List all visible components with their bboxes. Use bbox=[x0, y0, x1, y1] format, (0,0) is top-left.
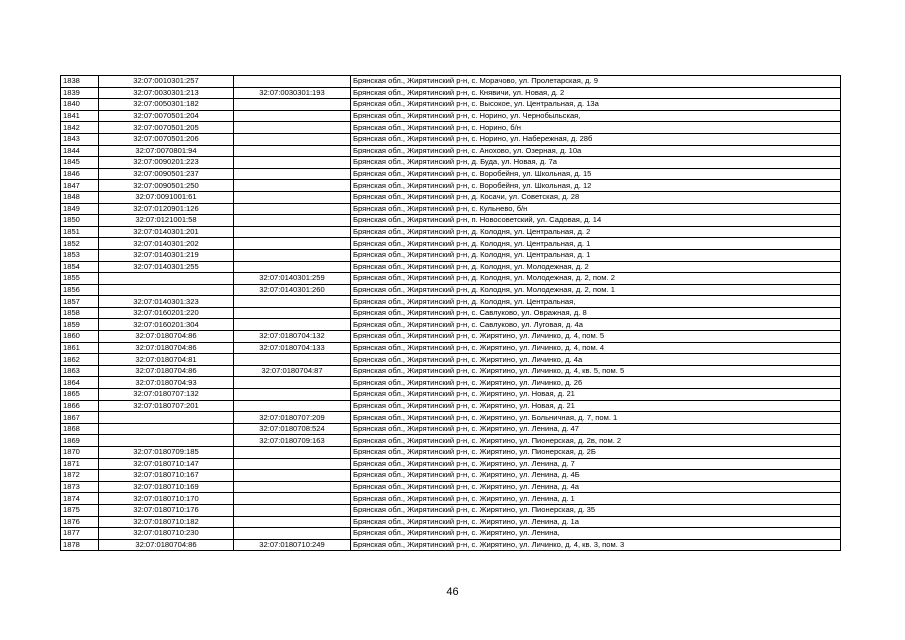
address-cell: Брянская обл., Жирятинский р-н, с. Жирятино, ул. Пионерская, д. 2Б bbox=[351, 447, 841, 459]
address-cell: Брянская обл., Жирятинский р-н, с. Жирятино, ул. Личинко, д. 4, пом. 5 bbox=[351, 331, 841, 343]
cadastral-number-cell: 32:07:0180710:170 bbox=[99, 493, 234, 505]
table-row bbox=[61, 516, 841, 528]
table-row bbox=[61, 238, 841, 250]
row-number-cell: 1862 bbox=[61, 354, 99, 366]
row-number-cell: 1860 bbox=[61, 331, 99, 343]
cadastral-number-cell: 32:07:0140301:255 bbox=[99, 261, 234, 273]
table-row bbox=[61, 215, 841, 227]
cadastral-number-cell bbox=[99, 435, 234, 447]
table-row bbox=[61, 539, 841, 551]
row-number-cell: 1857 bbox=[61, 296, 99, 308]
address-cell: Брянская обл., Жирятинский р-н, с. Высокое, ул. Центральная, д. 13а bbox=[351, 99, 841, 111]
table-row bbox=[61, 481, 841, 493]
parent-cadastral-number-cell bbox=[234, 133, 351, 145]
table-row bbox=[61, 122, 841, 134]
row-number-cell: 1850 bbox=[61, 215, 99, 227]
row-number-cell: 1845 bbox=[61, 157, 99, 169]
cadastral-number-cell: 32:07:0140301:219 bbox=[99, 249, 234, 261]
cadastral-number-cell: 32:07:0070501:206 bbox=[99, 133, 234, 145]
row-number-cell: 1842 bbox=[61, 122, 99, 134]
table-row bbox=[61, 191, 841, 203]
address-cell: Брянская обл., Жирятинский р-н, с. Жирятино, ул. Личинко, д. 4, кв. 3, пом. 3 bbox=[351, 539, 841, 551]
row-number-cell: 1851 bbox=[61, 226, 99, 238]
row-number-cell: 1872 bbox=[61, 470, 99, 482]
row-number-cell: 1865 bbox=[61, 389, 99, 401]
table-row bbox=[61, 180, 841, 192]
row-number-cell: 1867 bbox=[61, 412, 99, 424]
address-cell: Брянская обл., Жирятинский р-н, с. Воробейня, ул. Школьная, д. 15 bbox=[351, 168, 841, 180]
address-cell: Брянская обл., Жирятинский р-н, с. Жирятино, ул. Личинко, д. 26 bbox=[351, 377, 841, 389]
row-number-cell: 1877 bbox=[61, 528, 99, 540]
cadastral-number-cell: 32:07:0140301:323 bbox=[99, 296, 234, 308]
table-row bbox=[61, 249, 841, 261]
address-cell: Брянская обл., Жирятинский р-н, д. Колодня, ул. Центральная, д. 2 bbox=[351, 226, 841, 238]
table-row bbox=[61, 145, 841, 157]
row-number-cell: 1838 bbox=[61, 76, 99, 88]
row-number-cell: 1853 bbox=[61, 249, 99, 261]
table-row bbox=[61, 458, 841, 470]
table-row bbox=[61, 168, 841, 180]
row-number-cell: 1875 bbox=[61, 504, 99, 516]
cadastral-number-cell: 32:07:0180707:201 bbox=[99, 400, 234, 412]
parent-cadastral-number-cell bbox=[234, 168, 351, 180]
address-cell: Брянская обл., Жирятинский р-н, п. Новосоветский, ул. Садовая, д. 14 bbox=[351, 215, 841, 227]
cadastral-number-cell: 32:07:0030301:213 bbox=[99, 87, 234, 99]
parent-cadastral-number-cell bbox=[234, 400, 351, 412]
address-cell: Брянская обл., Жирятинский р-н, д. Косачи, ул. Советская, д. 28 bbox=[351, 191, 841, 203]
row-number-cell: 1863 bbox=[61, 365, 99, 377]
parent-cadastral-number-cell bbox=[234, 528, 351, 540]
row-number-cell: 1869 bbox=[61, 435, 99, 447]
parent-cadastral-number-cell bbox=[234, 99, 351, 111]
address-cell: Брянская обл., Жирятинский р-н, д. Колодня, ул. Молодежная, д. 2, пом. 1 bbox=[351, 284, 841, 296]
row-number-cell: 1854 bbox=[61, 261, 99, 273]
address-cell: Брянская обл., Жирятинский р-н, д. Колодня, ул. Центральная, д. 1 bbox=[351, 238, 841, 250]
table-row bbox=[61, 354, 841, 366]
parent-cadastral-number-cell bbox=[234, 307, 351, 319]
table-row bbox=[61, 203, 841, 215]
parent-cadastral-number-cell: 32:07:0140301:259 bbox=[234, 273, 351, 285]
address-cell: Брянская обл., Жирятинский р-н, с. Жирятино, ул. Больничная, д. 7, пом. 1 bbox=[351, 412, 841, 424]
address-cell: Брянская обл., Жирятинский р-н, с. Жирятино, ул. Ленина, д. 4Б bbox=[351, 470, 841, 482]
address-cell: Брянская обл., Жирятинский р-н, с. Жирятино, ул. Ленина, д. 4а bbox=[351, 481, 841, 493]
row-number-cell: 1844 bbox=[61, 145, 99, 157]
parent-cadastral-number-cell bbox=[234, 203, 351, 215]
parent-cadastral-number-cell bbox=[234, 481, 351, 493]
address-cell: Брянская обл., Жирятинский р-н, с. Морачово, ул. Пролетарская, д. 9 bbox=[351, 76, 841, 88]
parent-cadastral-number-cell: 32:07:0180704:87 bbox=[234, 365, 351, 377]
address-cell: Брянская обл., Жирятинский р-н, с. Жирятино, ул. Личинко, д. 4а bbox=[351, 354, 841, 366]
address-cell: Брянская обл., Жирятинский р-н, с. Анохово, ул. Озерная, д. 10а bbox=[351, 145, 841, 157]
row-number-cell: 1855 bbox=[61, 273, 99, 285]
cadastral-number-cell: 32:07:0010301:257 bbox=[99, 76, 234, 88]
parent-cadastral-number-cell bbox=[234, 389, 351, 401]
row-number-cell: 1846 bbox=[61, 168, 99, 180]
row-number-cell: 1847 bbox=[61, 180, 99, 192]
row-number-cell: 1866 bbox=[61, 400, 99, 412]
table-row bbox=[61, 307, 841, 319]
table-row bbox=[61, 133, 841, 145]
table-row bbox=[61, 423, 841, 435]
table-row bbox=[61, 226, 841, 238]
parent-cadastral-number-cell bbox=[234, 215, 351, 227]
parent-cadastral-number-cell bbox=[234, 354, 351, 366]
cadastral-number-cell bbox=[99, 423, 234, 435]
address-cell: Брянская обл., Жирятинский р-н, с. Жирятино, ул. Ленина, д. 1а bbox=[351, 516, 841, 528]
address-cell: Брянская обл., Жирятинский р-н, д. Колодня, ул. Центральная, д. 1 bbox=[351, 249, 841, 261]
address-cell: Брянская обл., Жирятинский р-н, с. Жирятино, ул. Пионерская, д. 35 bbox=[351, 504, 841, 516]
cadastral-number-cell: 32:07:0140301:202 bbox=[99, 238, 234, 250]
table-row bbox=[61, 261, 841, 273]
cadastral-number-cell: 32:07:0180710:230 bbox=[99, 528, 234, 540]
parent-cadastral-number-cell bbox=[234, 180, 351, 192]
address-cell: Брянская обл., Жирятинский р-н, с. Савлуково, ул. Овражная, д. 8 bbox=[351, 307, 841, 319]
cadastral-number-cell: 32:07:0070501:204 bbox=[99, 110, 234, 122]
table-row bbox=[61, 470, 841, 482]
row-number-cell: 1849 bbox=[61, 203, 99, 215]
address-cell: Брянская обл., Жирятинский р-н, д. Буда, ул. Новая, д. 7а bbox=[351, 157, 841, 169]
cadastral-number-cell bbox=[99, 284, 234, 296]
row-number-cell: 1873 bbox=[61, 481, 99, 493]
parent-cadastral-number-cell bbox=[234, 261, 351, 273]
parent-cadastral-number-cell: 32:07:0180704:132 bbox=[234, 331, 351, 343]
address-cell: Брянская обл., Жирятинский р-н, с. Жирятино, ул. Ленина, bbox=[351, 528, 841, 540]
parent-cadastral-number-cell: 32:07:0180704:133 bbox=[234, 342, 351, 354]
address-cell: Брянская обл., Жирятинский р-н, д. Колодня, ул. Молодежная, д. 2, пом. 2 bbox=[351, 273, 841, 285]
table-row bbox=[61, 400, 841, 412]
address-cell: Брянская обл., Жирятинский р-н, с. Жирятино, ул. Новая, д. 21 bbox=[351, 389, 841, 401]
parent-cadastral-number-cell: 32:07:0180709:163 bbox=[234, 435, 351, 447]
address-cell: Брянская обл., Жирятинский р-н, с. Жирятино, ул. Ленина, д. 1 bbox=[351, 493, 841, 505]
address-cell: Брянская обл., Жирятинский р-н, д. Колодня, ул. Центральная, bbox=[351, 296, 841, 308]
row-number-cell: 1878 bbox=[61, 539, 99, 551]
row-number-cell: 1859 bbox=[61, 319, 99, 331]
table-row bbox=[61, 87, 841, 99]
cadastral-number-cell: 32:07:0180707:132 bbox=[99, 389, 234, 401]
address-cell: Брянская обл., Жирятинский р-н, с. Жирятино, ул. Пионерская, д. 2в, пом. 2 bbox=[351, 435, 841, 447]
cadastral-number-cell: 32:07:0160201:304 bbox=[99, 319, 234, 331]
parent-cadastral-number-cell: 32:07:0180710:249 bbox=[234, 539, 351, 551]
row-number-cell: 1852 bbox=[61, 238, 99, 250]
table-row bbox=[61, 284, 841, 296]
cadastral-number-cell: 32:07:0180704:86 bbox=[99, 342, 234, 354]
parent-cadastral-number-cell bbox=[234, 249, 351, 261]
table-row bbox=[61, 365, 841, 377]
parent-cadastral-number-cell bbox=[234, 191, 351, 203]
table-row bbox=[61, 342, 841, 354]
cadastral-number-cell: 32:07:0121001:58 bbox=[99, 215, 234, 227]
cadastral-number-cell: 32:07:0180704:81 bbox=[99, 354, 234, 366]
row-number-cell: 1856 bbox=[61, 284, 99, 296]
table-row bbox=[61, 319, 841, 331]
address-cell: Брянская обл., Жирятинский р-н, с. Жирятино, ул. Личинко, д. 4, кв. 5, пом. 5 bbox=[351, 365, 841, 377]
table-row bbox=[61, 76, 841, 88]
parent-cadastral-number-cell: 32:07:0180708:524 bbox=[234, 423, 351, 435]
parent-cadastral-number-cell bbox=[234, 493, 351, 505]
parent-cadastral-number-cell bbox=[234, 157, 351, 169]
table-row bbox=[61, 504, 841, 516]
cadastral-number-cell: 32:07:0070801:94 bbox=[99, 145, 234, 157]
cadastral-number-cell bbox=[99, 412, 234, 424]
registry-table-body bbox=[61, 76, 841, 551]
parent-cadastral-number-cell bbox=[234, 504, 351, 516]
parent-cadastral-number-cell bbox=[234, 122, 351, 134]
cadastral-number-cell: 32:07:0160201:220 bbox=[99, 307, 234, 319]
row-number-cell: 1841 bbox=[61, 110, 99, 122]
registry-table bbox=[60, 75, 841, 551]
parent-cadastral-number-cell: 32:07:0030301:193 bbox=[234, 87, 351, 99]
row-number-cell: 1871 bbox=[61, 458, 99, 470]
cadastral-number-cell: 32:07:0140301:201 bbox=[99, 226, 234, 238]
cadastral-number-cell: 32:07:0180704:86 bbox=[99, 365, 234, 377]
table-row bbox=[61, 412, 841, 424]
row-number-cell: 1868 bbox=[61, 423, 99, 435]
address-cell: Брянская обл., Жирятинский р-н, с. Норино, ул. Набережная, д. 28б bbox=[351, 133, 841, 145]
row-number-cell: 1839 bbox=[61, 87, 99, 99]
cadastral-number-cell: 32:07:0090501:250 bbox=[99, 180, 234, 192]
parent-cadastral-number-cell bbox=[234, 319, 351, 331]
page-number: 46 bbox=[446, 586, 459, 598]
parent-cadastral-number-cell bbox=[234, 516, 351, 528]
parent-cadastral-number-cell: 32:07:0140301:260 bbox=[234, 284, 351, 296]
cadastral-number-cell: 32:07:0120901:126 bbox=[99, 203, 234, 215]
parent-cadastral-number-cell bbox=[234, 76, 351, 88]
cadastral-number-cell: 32:07:0070501:205 bbox=[99, 122, 234, 134]
parent-cadastral-number-cell bbox=[234, 110, 351, 122]
address-cell: Брянская обл., Жирятинский р-н, с. Жирятино, ул. Ленина, д. 7 bbox=[351, 458, 841, 470]
table-row bbox=[61, 435, 841, 447]
row-number-cell: 1876 bbox=[61, 516, 99, 528]
parent-cadastral-number-cell bbox=[234, 447, 351, 459]
table-row bbox=[61, 296, 841, 308]
address-cell: Брянская обл., Жирятинский р-н, с. Воробейня, ул. Школьная, д. 12 bbox=[351, 180, 841, 192]
row-number-cell: 1864 bbox=[61, 377, 99, 389]
row-number-cell: 1874 bbox=[61, 493, 99, 505]
table-row bbox=[61, 389, 841, 401]
table-row bbox=[61, 110, 841, 122]
cadastral-number-cell: 32:07:0091001:61 bbox=[99, 191, 234, 203]
row-number-cell: 1858 bbox=[61, 307, 99, 319]
address-cell: Брянская обл., Жирятинский р-н, с. Норино, ул. Чернобыльская, bbox=[351, 110, 841, 122]
address-cell: Брянская обл., Жирятинский р-н, с. Жирятино, ул. Ленина, д. 47 bbox=[351, 423, 841, 435]
cadastral-number-cell: 32:07:0090501:237 bbox=[99, 168, 234, 180]
address-cell: Брянская обл., Жирятинский р-н, д. Колодня, ул. Молодежная, д. 2 bbox=[351, 261, 841, 273]
address-cell: Брянская обл., Жирятинский р-н, с. Жирятино, ул. Личинко, д. 4, пом. 4 bbox=[351, 342, 841, 354]
table-row bbox=[61, 377, 841, 389]
parent-cadastral-number-cell bbox=[234, 226, 351, 238]
cadastral-number-cell: 32:07:0180704:93 bbox=[99, 377, 234, 389]
table-row bbox=[61, 528, 841, 540]
address-cell: Брянская обл., Жирятинский р-н, с. Норино, б/н bbox=[351, 122, 841, 134]
parent-cadastral-number-cell bbox=[234, 238, 351, 250]
address-cell: Брянская обл., Жирятинский р-н, с. Жирятино, ул. Новая, д. 21 bbox=[351, 400, 841, 412]
cadastral-number-cell: 32:07:0180710:182 bbox=[99, 516, 234, 528]
table-row bbox=[61, 447, 841, 459]
parent-cadastral-number-cell bbox=[234, 296, 351, 308]
cadastral-number-cell: 32:07:0180710:176 bbox=[99, 504, 234, 516]
address-cell: Брянская обл., Жирятинский р-н, с. Кульнево, б/н bbox=[351, 203, 841, 215]
cadastral-number-cell: 32:07:0180710:167 bbox=[99, 470, 234, 482]
cadastral-number-cell: 32:07:0090201:223 bbox=[99, 157, 234, 169]
parent-cadastral-number-cell bbox=[234, 470, 351, 482]
table-row bbox=[61, 331, 841, 343]
row-number-cell: 1840 bbox=[61, 99, 99, 111]
row-number-cell: 1861 bbox=[61, 342, 99, 354]
table-row bbox=[61, 99, 841, 111]
address-cell: Брянская обл., Жирятинский р-н, с. Княвичи, ул. Новая, д. 2 bbox=[351, 87, 841, 99]
table-row bbox=[61, 273, 841, 285]
cadastral-number-cell: 32:07:0180704:86 bbox=[99, 539, 234, 551]
parent-cadastral-number-cell: 32:07:0180707:209 bbox=[234, 412, 351, 424]
parent-cadastral-number-cell bbox=[234, 377, 351, 389]
cadastral-number-cell: 32:07:0180710:169 bbox=[99, 481, 234, 493]
cadastral-number-cell: 32:07:0180710:147 bbox=[99, 458, 234, 470]
row-number-cell: 1848 bbox=[61, 191, 99, 203]
parent-cadastral-number-cell bbox=[234, 458, 351, 470]
row-number-cell: 1870 bbox=[61, 447, 99, 459]
cadastral-number-cell: 32:07:0180709:185 bbox=[99, 447, 234, 459]
address-cell: Брянская обл., Жирятинский р-н, с. Савлуково, ул. Луговая, д. 4а bbox=[351, 319, 841, 331]
cadastral-number-cell: 32:07:0180704:86 bbox=[99, 331, 234, 343]
cadastral-number-cell: 32:07:0050301:182 bbox=[99, 99, 234, 111]
parent-cadastral-number-cell bbox=[234, 145, 351, 157]
table-row bbox=[61, 157, 841, 169]
table-row bbox=[61, 493, 841, 505]
row-number-cell: 1843 bbox=[61, 133, 99, 145]
cadastral-number-cell bbox=[99, 273, 234, 285]
